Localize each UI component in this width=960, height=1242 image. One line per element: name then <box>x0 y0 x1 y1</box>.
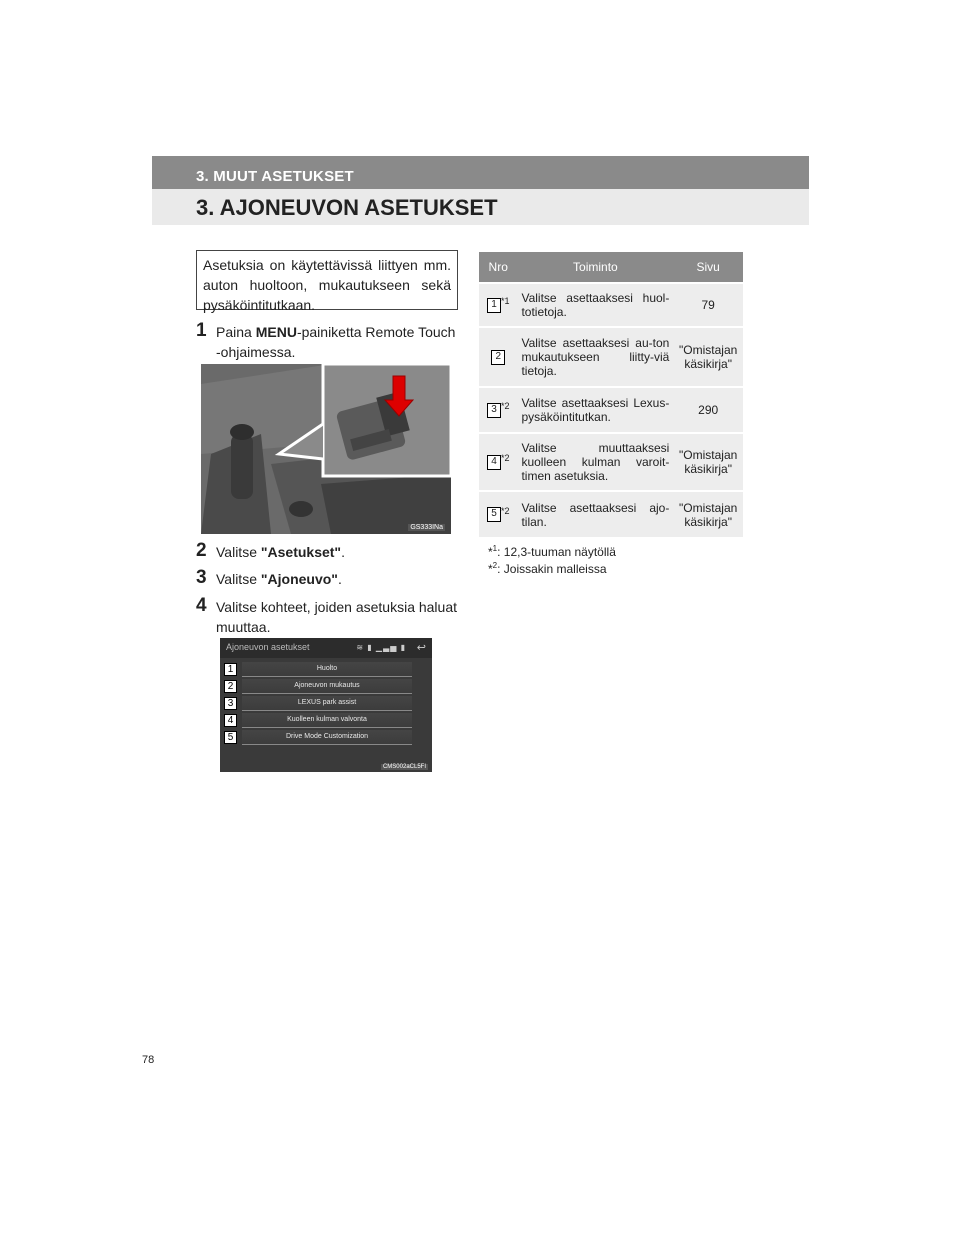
screen-title: Ajoneuvon asetukset <box>226 642 310 652</box>
column-header: Sivu <box>673 252 743 283</box>
page-number: 78 <box>142 1054 155 1066</box>
table-row <box>479 283 743 327</box>
menu-item-huolto[interactable]: Huolto <box>242 662 412 677</box>
sivu-cell: 290 <box>673 387 743 433</box>
table-header-row <box>479 252 743 283</box>
footnote-1: *$^1$: 12,3-tuuman näytöllä <box>488 544 616 559</box>
function-table <box>479 252 743 537</box>
step-number: 4 <box>196 595 207 616</box>
signal-icon: ≋ ▮ ▁▃▅ ▮ <box>356 643 406 652</box>
table-row <box>479 491 743 537</box>
step-number: 3 <box>196 567 207 588</box>
sivu-cell: "Omistajan käsikirja" <box>673 327 743 387</box>
step-number: 2 <box>196 540 207 561</box>
table-row <box>479 327 743 387</box>
section-title: 3. AJONEUVON ASETUKSET <box>196 195 498 220</box>
menu-item-park-assist[interactable]: LEXUS park assist <box>242 696 412 711</box>
nro-cell: 1 $^{*1}$ <box>479 283 517 327</box>
chapter-title: 3. MUUT ASETUKSET <box>196 168 354 185</box>
menu-item-kuolleen-kulman[interactable]: Kuolleen kulman valvonta <box>242 713 412 728</box>
step-3 <box>196 569 459 589</box>
back-icon[interactable]: ↩ <box>416 642 426 654</box>
intro-box: Asetuksia on käytettävissä liittyen mm. auton huoltoon, mukautukseen sekä pysäköintitutkaan. <box>196 250 458 310</box>
chapter-band <box>152 156 809 189</box>
toiminto-cell: Valitse asettaaksesi Lexus-pysäköintitutkan. <box>517 387 673 433</box>
nro-cell: 2 <box>479 327 517 387</box>
footnotes <box>488 542 616 576</box>
nro-cell: 3 $^{*2}$ <box>479 387 517 433</box>
figure-code: CMS002aCL5FI <box>382 764 426 770</box>
column-header: Nro <box>479 252 517 283</box>
screen-header <box>220 638 432 658</box>
section-title-band <box>152 189 809 225</box>
toiminto-cell: Valitse asettaaksesi huol-totietoja. <box>517 283 673 327</box>
step-1 <box>196 322 459 362</box>
step-number: 1 <box>196 320 207 341</box>
callout-4: 4 <box>224 714 237 727</box>
callout-5: 5 <box>224 731 237 744</box>
toiminto-cell: Valitse asettaaksesi au-ton mukautukseen liitty-viä tietoja. <box>517 327 673 387</box>
sivu-cell: "Omistajan käsikirja" <box>673 433 743 491</box>
step-text: Paina MENU-painiketta Remote Touch -ohjaimessa. <box>216 324 456 360</box>
table-row <box>479 387 743 433</box>
toiminto-cell: Valitse asettaaksesi ajo-tilan. <box>517 491 673 537</box>
step-4 <box>196 597 459 637</box>
remote-touch-photo <box>201 364 451 534</box>
nro-cell: 4 $^{*2}$ <box>479 433 517 491</box>
menu-item-drive-mode[interactable]: Drive Mode Customization <box>242 730 412 745</box>
column-header: Toiminto <box>517 252 673 283</box>
figure-code: GS333INa <box>410 524 443 531</box>
menu-item-mukautus[interactable]: Ajoneuvon mukautus <box>242 679 412 694</box>
sivu-cell: "Omistajan käsikirja" <box>673 491 743 537</box>
step-text: Valitse kohteet, joiden asetuksia haluat muuttaa. <box>216 599 458 635</box>
step-text: Valitse "Ajoneuvo". <box>216 571 342 587</box>
toiminto-cell: Valitse muuttaaksesi kuolleen kulman varoit-timen asetuksia. <box>517 433 673 491</box>
step-text: Valitse "Asetukset". <box>216 544 345 560</box>
step-2 <box>196 542 459 562</box>
callout-3: 3 <box>224 697 237 710</box>
settings-screen <box>220 638 432 772</box>
nro-cell: 5 $^{*2}$ <box>479 491 517 537</box>
footnote-2: *$^2$: Joissakin malleissa <box>488 561 607 576</box>
callout-2: 2 <box>224 680 237 693</box>
sivu-cell: 79 <box>673 283 743 327</box>
table-row <box>479 433 743 491</box>
callout-1: 1 <box>224 663 237 676</box>
